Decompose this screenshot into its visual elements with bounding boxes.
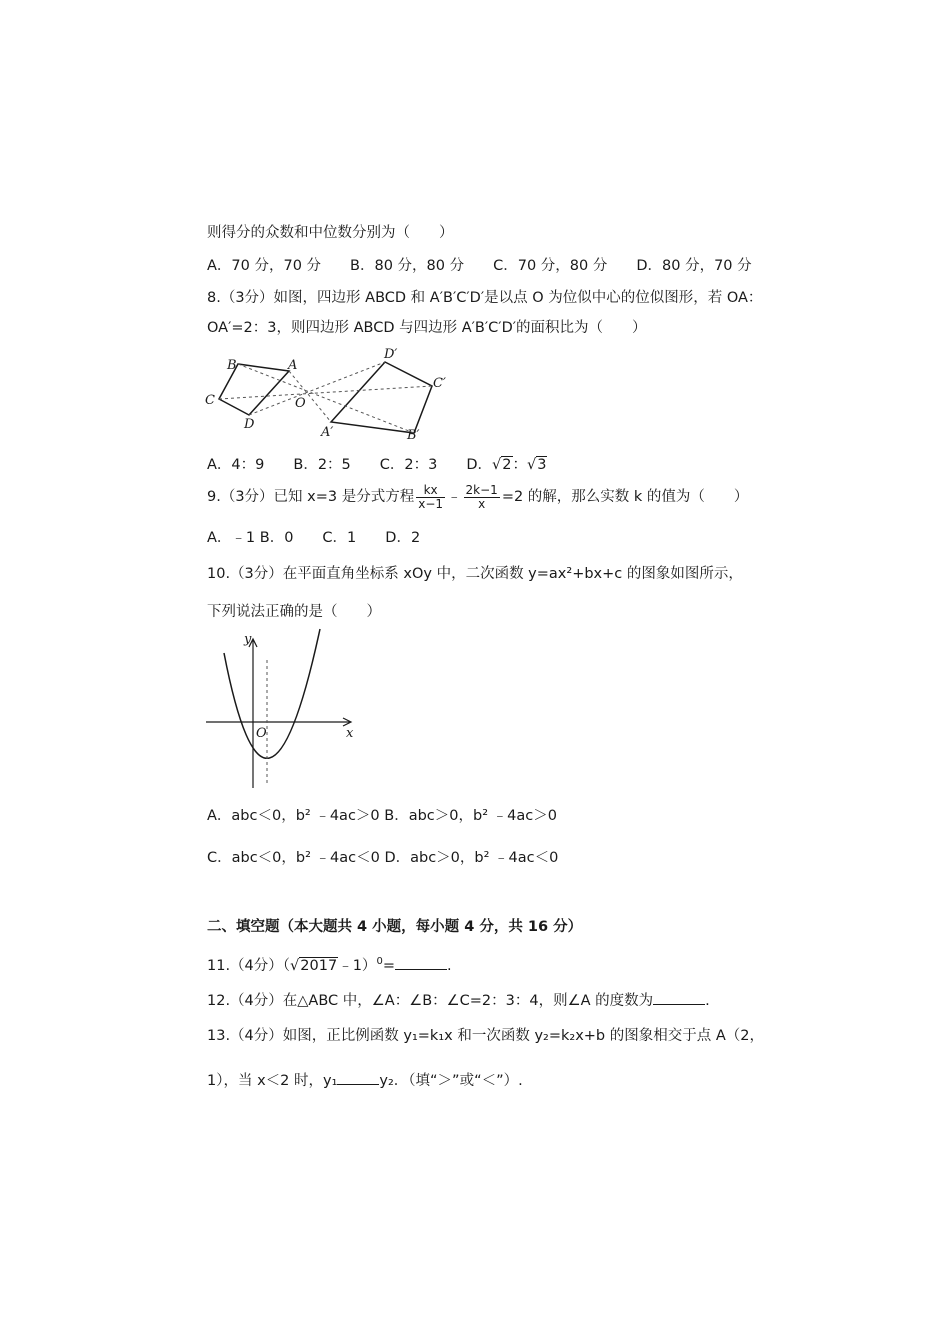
q8-figure (200, 344, 450, 444)
y-label: y (244, 632, 252, 647)
q11-pre: 11.（4分）（ (207, 957, 291, 974)
x-label: x (346, 726, 354, 741)
q10-line2: 下列说法正确的是（ ） (207, 604, 381, 620)
q10-options-cd: C．abc＜0，b² ﹣4ac＜0 D．abc＞0，b² ﹣4ac＜0 (207, 850, 559, 866)
label-c: C (205, 393, 215, 408)
q10-options-ab: A．abc＜0，b² ﹣4ac＞0 B．abc＞0，b² ﹣4ac＞0 (207, 808, 557, 824)
q12-answer-blank[interactable] (653, 990, 705, 1005)
q13-line2 (207, 1070, 523, 1091)
q13-line2-post: y₂．（填“＞”或“＜”）. (379, 1073, 523, 1089)
section-title: 二、填空题（本大题共 4 小题，每小题 4 分，共 16 分） (207, 919, 583, 935)
q13-line1: 13.（4分）如图，正比例函数 y₁=k₁x 和一次函数 y₂=k₂x+b 的图象相交于点 A（2， (207, 1028, 764, 1044)
q9-fraction-1 (416, 484, 445, 511)
q10-parabola-figure (200, 625, 365, 790)
parabola-curve (224, 629, 320, 758)
q8-line2: OA′=2：3，则四边形 ABCD 与四边形 A′B′C′D′的面积比为（ ） (207, 320, 647, 336)
q9-frac1-den: x−1 (418, 496, 444, 511)
q9-pre: 9.（3分）已知 x=3 是分式方程 (207, 489, 415, 505)
label-a-prime: A′ (321, 425, 334, 440)
q11-end: . (446, 957, 452, 974)
q11-radicand: 2017 (300, 957, 338, 974)
q9-frac2-den: x (478, 496, 486, 511)
q11-line (207, 952, 452, 976)
ray-c (219, 386, 432, 399)
label-b: B (227, 358, 237, 373)
q8-options-text: A．4：9 B．2：5 C．2：3 D． (207, 457, 493, 473)
q11-exponent: 0 (376, 956, 383, 967)
q9-minus: ﹣ (447, 489, 462, 505)
ray-d (249, 362, 385, 415)
label-d-prime: D′ (384, 347, 398, 362)
q11-eq: = (382, 957, 395, 974)
q11-answer-blank[interactable] (395, 955, 447, 970)
q8-radicand-1: 2 (502, 457, 512, 473)
q7-stem: 则得分的众数和中位数分别为（ ） (207, 225, 454, 241)
label-a: A (288, 358, 298, 373)
q8-line1: 8.（3分）如图，四边形 ABCD 和 A′B′C′D′是以点 O 为位似中心的位似图形，若 OA： (207, 290, 763, 306)
q9-frac2-num: 2k−1 (465, 482, 498, 497)
q12-end: . (705, 993, 710, 1009)
q9-fraction-2 (464, 484, 500, 511)
q13-line2-pre: 1），当 x＜2 时，y₁ (207, 1073, 338, 1089)
sqrt-sign: √ (492, 457, 502, 473)
q12-text: 12.（4分）在△ABC 中，∠A：∠B：∠C=2：3：4，则∠A 的度数为 (207, 993, 654, 1009)
q11-mid: ﹣1） (338, 957, 377, 974)
q7-options: A．70 分，70 分 B．80 分，80 分 C．70 分，80 分 D．80 分，70 分 (207, 258, 752, 274)
q10-line1: 10.（3分）在平面直角坐标系 xOy 中，二次函数 y=ax²+bx+c 的图象如图所示， (207, 566, 743, 582)
q12-line (207, 990, 710, 1011)
quad-a2b2c2d2 (331, 362, 432, 433)
q13-answer-blank[interactable] (337, 1070, 379, 1085)
label-b-prime: B′ (407, 428, 420, 443)
q8-radicand-2: 3 (537, 457, 547, 473)
q9-line (207, 480, 748, 514)
label-d: D (244, 417, 255, 432)
q8-colon: ： (512, 457, 527, 473)
q9-options: A．﹣1 B．0 C．1 D．2 (207, 530, 421, 546)
sqrt-sign: √ (290, 957, 300, 974)
q9-frac1-num: kx (416, 484, 445, 498)
q8-options (207, 455, 547, 475)
q9-post: =2 的解，那么实数 k 的值为（ ） (501, 489, 749, 505)
origin-label: O (256, 726, 267, 741)
label-c-prime: C′ (433, 376, 446, 391)
label-o: O (295, 396, 306, 411)
sqrt-sign: √ (527, 457, 537, 473)
